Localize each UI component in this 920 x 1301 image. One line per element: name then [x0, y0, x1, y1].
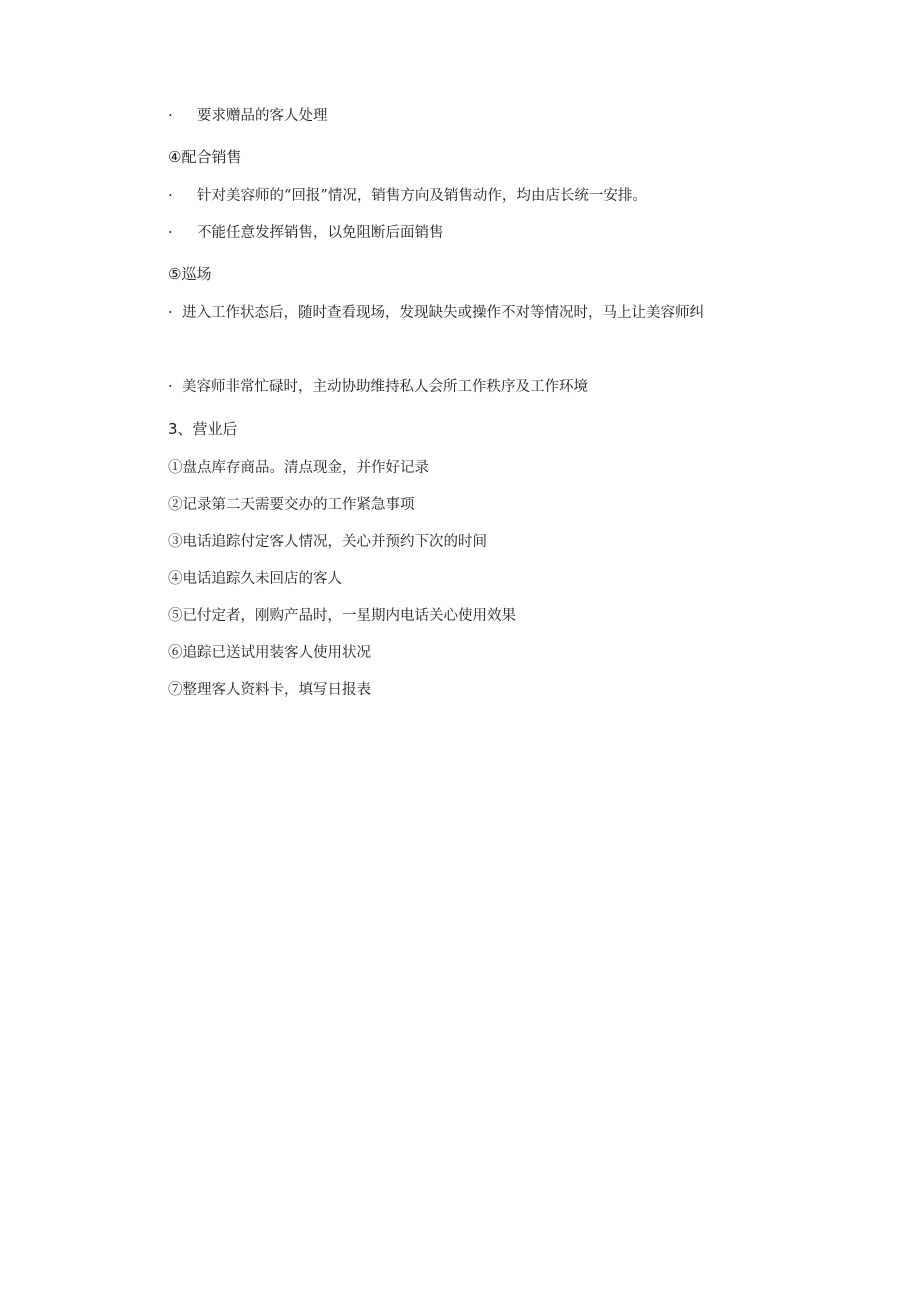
- list-item: [168, 186, 647, 206]
- bullet-icon: ·: [168, 379, 173, 395]
- list-item: ⑦整理客人资料卡，填写日报表: [168, 682, 371, 698]
- section-heading-patrol: ⑤巡场: [168, 265, 212, 283]
- list-item: ⑤已付定者，刚购产品时，一星期内电话关心使用效果: [168, 608, 516, 624]
- list-item-text: 美容师非常忙碌时，主动协助维持私人会所工作秩序及工作环境: [182, 379, 588, 395]
- bullet-icon: ·: [168, 305, 173, 321]
- section-heading-after-hours: 3、营业后: [168, 420, 238, 438]
- bullet-icon: ·: [168, 225, 173, 241]
- list-item-text: 不能任意发挥销售，以免阻断后面销售: [197, 225, 444, 241]
- list-item: [168, 106, 328, 126]
- list-item-text: 针对美容师的“回报”情况，销售方向及销售动作，均由店长统一安排。: [197, 188, 647, 204]
- list-item-text: 进入工作状态后，随时查看现场，发现缺失或操作不对等情况时，马上让美容师纠: [182, 305, 704, 321]
- bullet-icon: ·: [168, 108, 173, 124]
- list-item: ⑥追踪已送试用装客人使用状况: [168, 645, 371, 661]
- list-item: ②记录第二天需要交办的工作紧急事项: [168, 497, 415, 513]
- bullet-icon: ·: [168, 188, 173, 204]
- list-item: ④电话追踪久未回店的客人: [168, 571, 342, 587]
- list-item: [168, 303, 704, 323]
- list-item: ③电话追踪付定客人情况，关心并预约下次的时间: [168, 534, 487, 550]
- list-item: [168, 223, 444, 243]
- section-heading-sales: ④配合销售: [168, 148, 242, 166]
- list-item-text: 要求赠品的客人处理: [197, 108, 328, 124]
- list-item: ①盘点库存商品。清点现金，并作好记录: [168, 460, 429, 476]
- list-item: [168, 377, 588, 397]
